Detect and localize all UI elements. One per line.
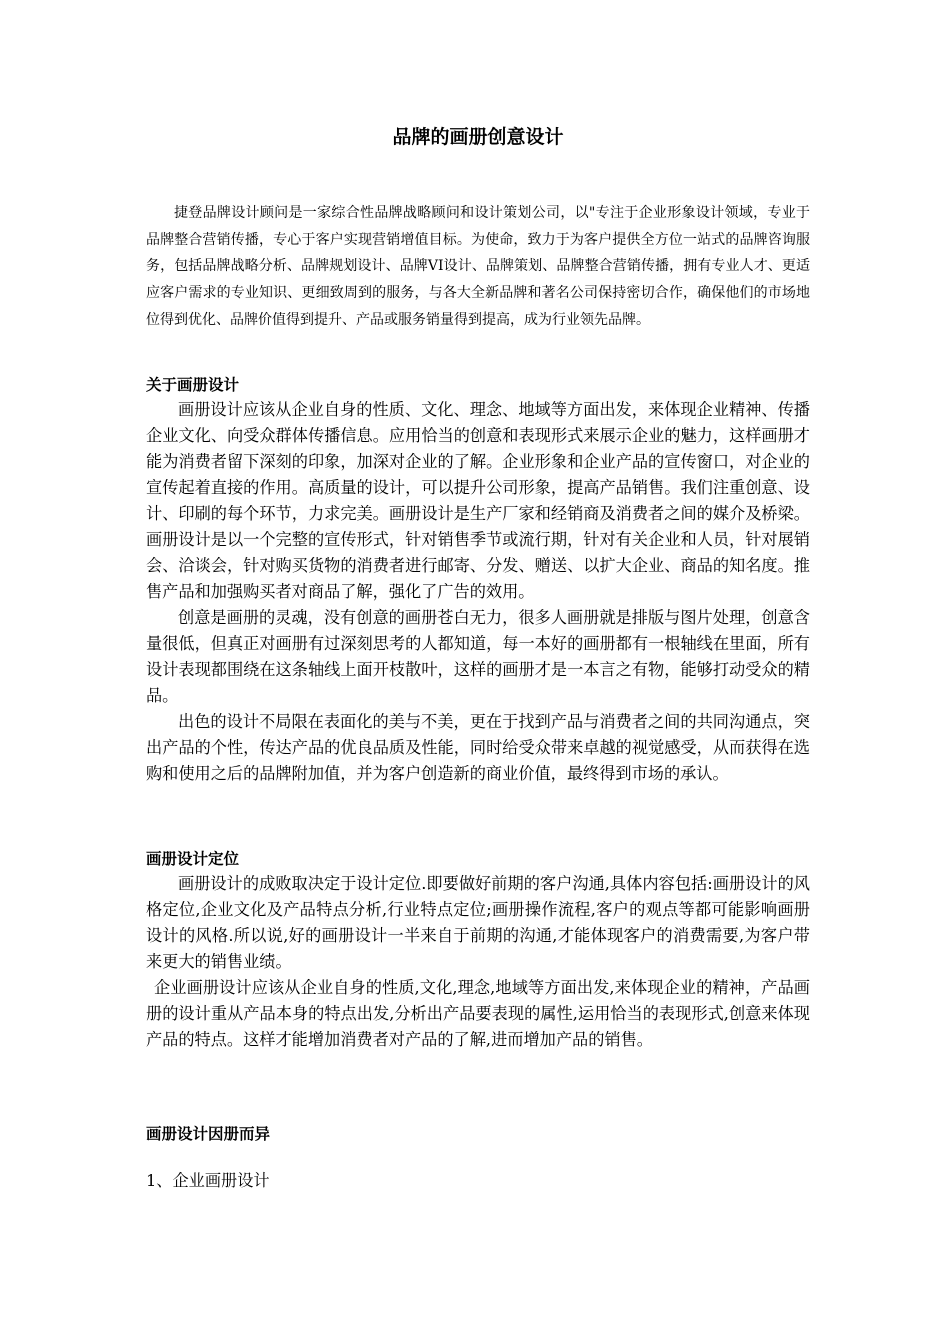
paragraph: 创意是画册的灵魂，没有创意的画册苍白无力，很多人画册就是排版与图片处理，创意含量很低，但真正对画册有过深刻思考的人都知道，每一本好的画册都有一根轴线在里面，所有设计表现都围绕在这条轴线上面开枝散叶，这样的画册才是一本言之有物，能够打动受众的精品。 bbox=[146, 608, 810, 705]
section-body-positioning bbox=[146, 871, 810, 1053]
section-body-about bbox=[146, 397, 810, 787]
paragraph: 企业画册设计应该从企业自身的性质,文化,理念,地域等方面出发,来体现企业的精神，产品画册的设计重从产品本身的特点出发,分析出产品要表现的属性,运用恰当的表现形式,创意来体现产品的特点。这样才能增加消费者对产品的了解,进而增加产品的销售。 bbox=[146, 978, 810, 1049]
document-title: 品牌的画册创意设计 bbox=[392, 126, 564, 148]
intro-paragraph: 捷登品牌设计顾问是一家综合性品牌战略顾问和设计策划公司，以"专注于企业形象设计领域，专业于品牌整合营销传播，专心于客户实现营销增值目标。为使命，致力于为客户提供全方位一站式的品牌咨询服务，包括品牌战略分析、品牌规划设计、品牌VI设计、品牌策划、品牌整合营销传播，拥有专业人才、更适应客户需求的专业知识、更细致周到的服务，与各大全新品牌和著名公司保持密切合作，确保他们的市场地位得到优化、品牌价值得到提升、产品或服务销量得到提高，成为行业领先品牌。 bbox=[146, 205, 810, 328]
paragraph: 画册设计应该从企业自身的性质、文化、理念、地域等方面出发，来体现企业精神、传播企业文化、向受众群体传播信息。应用恰当的创意和表现形式来展示企业的魅力，这样画册才能为消费者留下深刻的印象，加深对企业的了解。企业形象和企业产品的宣传窗口，对企业的宣传起着直接的作用。高质量的设计，可以提升公司形象，提高产品销售。我们注重创意、设计、印刷的每个环节，力求完美。画册设计是生产厂家和经销商及消费者之间的媒介及桥梁。画册设计是以一个完整的宣传形式，针对销售季节或流行期，针对有关企业和人员，针对展销会、洽谈会，针对购买货物的消费者进行邮寄、分发、赠送、以扩大企业、商品的知名度。推售产品和加强购买者对商品了解，强化了广告的效用。 bbox=[146, 400, 810, 601]
section-heading-varies: 画册设计因册而异 bbox=[146, 1125, 271, 1143]
section-heading-about: 关于画册设计 bbox=[146, 376, 240, 394]
list-item: 1、企业画册设计 bbox=[146, 1171, 270, 1190]
section-heading-positioning: 画册设计定位 bbox=[146, 850, 240, 868]
paragraph: 出色的设计不局限在表面化的美与不美，更在于找到产品与消费者之间的共同沟通点，突出产品的个性，传达产品的优良品质及性能，同时给受众带来卓越的视觉感受，从而获得在选购和使用之后的品牌附加值，并为客户创造新的商业价值，最终得到市场的承认。 bbox=[146, 712, 810, 783]
paragraph: 画册设计的成败取决定于设计定位.即要做好前期的客户沟通,具体内容包括:画册设计的风格定位,企业文化及产品特点分析,行业特点定位;画册操作流程,客户的观点等都可能影响画册设计的风格.所以说,好的画册设计一半来自于前期的沟通,才能体现客户的消费需要,为客户带来更大的销售业绩。 bbox=[146, 874, 810, 971]
